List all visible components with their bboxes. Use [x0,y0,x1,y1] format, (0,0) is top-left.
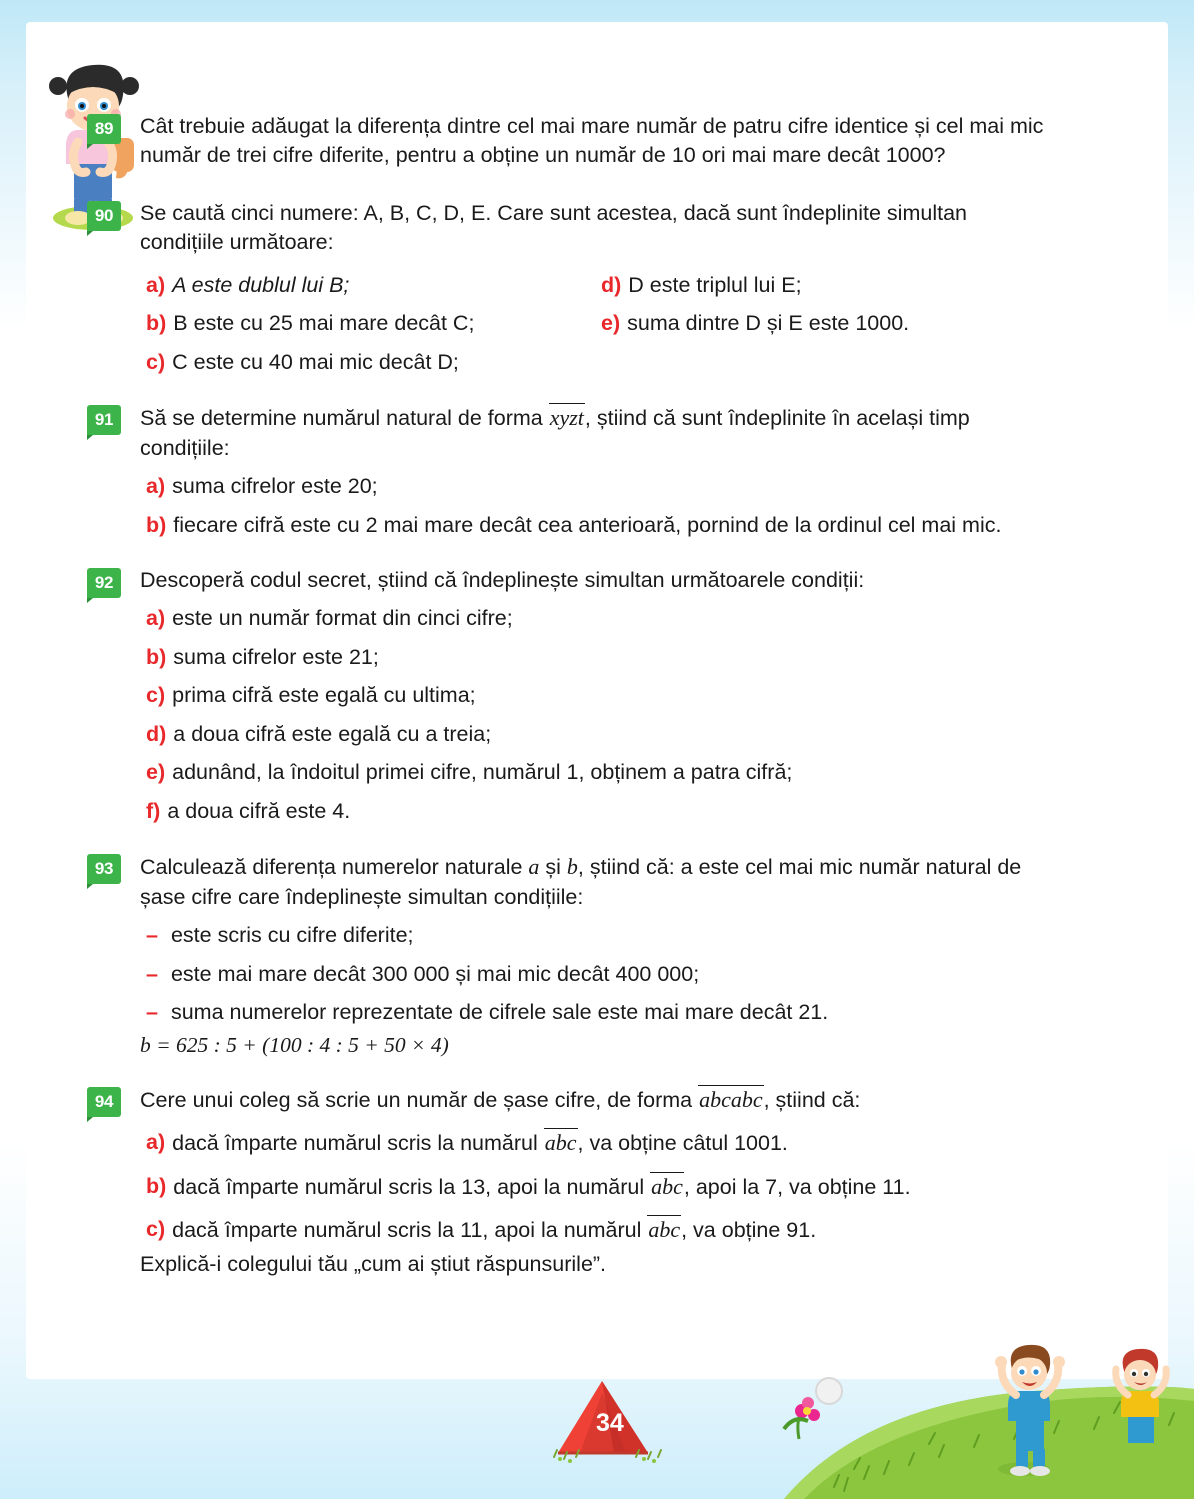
exercise-stem: Se caută cinci numere: A, B, C, D, E. Care sunt acestea, dacă sunt îndeplinite simultan condițiile următoare: [140,200,967,255]
item-label: a) [146,474,166,499]
item-label: c) [146,683,166,708]
item-label: b) [146,311,167,336]
item-text: suma dintre D și E este 1000. [627,311,910,336]
item-label: d) [601,272,622,297]
flower [784,1397,820,1439]
stem-part: , știind că: a este cel mai mic număr natural de șase cifre care îndeplinește simultan condițiile: [140,855,1022,909]
exercise-91 [94,403,1050,540]
list-item [140,681,1050,710]
stem-part: și [539,855,567,880]
list-item [140,720,1050,749]
overlined-number: abc [648,1217,681,1243]
exercise-90 [94,199,1050,377]
list-item [595,271,1050,300]
item-label: a) [146,606,166,631]
exercise-number-badge: 94 [87,1087,121,1117]
list-item [140,271,595,300]
list-item [140,1172,1050,1202]
item-text-pre: dacă împarte numărul scris la 13, apoi la numărul [173,1174,651,1199]
item-label: – [146,999,158,1024]
overlined-number: abcabc [699,1086,763,1112]
item-label: b) [146,644,167,669]
stem-part: Calculează diferența numerelor naturale [140,855,529,880]
exercise-stem: Cât trebuie adăugat la diferența dintre cel mai mare număr de patru cifre identice și cel mai mic număr de trei cifre diferite, pentru a obține un număr de 10 ori mai mare decât 1000? [140,114,1044,168]
variable-a: a [528,854,540,880]
item-text: suma cifrelor este 21; [173,644,379,669]
stem-part: , știind că sunt îndeplinite în același timp condițiile: [140,406,970,460]
exercise-stem: Descoperă codul secret, știind că îndeplinește simultan următoarele condiții: [140,567,865,592]
item-label: – [146,923,158,948]
item-text: C este cu 40 mai mic decât D; [172,349,459,374]
stem-part: Cere unui coleg să scrie un număr de șase cifre, de forma [140,1087,699,1112]
list-item [140,797,1050,826]
items-column-right [595,262,1050,377]
list-item [140,758,1050,787]
formula-b: b = 625 : 5 + (100 : 4 : 5 + 50 × 4) [140,1033,449,1058]
item-text: a doua cifră este 4. [167,798,351,823]
item-text-post: , va obține câtul 1001. [577,1131,788,1156]
exercise-number-badge: 90 [87,201,121,231]
item-text: este scris cu cifre diferite; [170,923,414,948]
item-text-pre: dacă împarte numărul scris la numărul [172,1131,544,1156]
item-label: a) [146,272,166,297]
item-text: adunând, la îndoitul primei cifre, numărul 1, obținem a patra cifră; [172,760,793,785]
item-label: – [146,961,158,986]
list-item [140,309,595,338]
hill-illustration [724,1319,1194,1499]
item-label: e) [601,311,621,336]
item-text: suma cifrelor este 20; [172,474,378,499]
overlined-number: xyzt [549,405,584,431]
list-item [140,604,1050,633]
item-text [173,1172,910,1202]
exercise-number-badge: 91 [87,405,121,435]
stem-part: Să se determine numărul natural de forma [140,406,549,431]
item-text: fiecare cifră este cu 2 mai mare decât cea anterioară, pornind de la ordinul cel mai mic. [173,512,1002,537]
exercise-number-badge: 93 [87,854,121,884]
list-item [140,643,1050,672]
item-label: b) [146,1173,167,1198]
overlined-number: abc [544,1130,577,1156]
item-label: b) [146,512,167,537]
list-item [140,998,1050,1027]
item-text [172,1128,788,1158]
variable-b: b [566,854,578,880]
exercise-stem [140,852,1050,912]
list-item [140,960,1050,989]
item-text-pre: dacă împarte numărul scris la 11, apoi la numărul [172,1218,648,1243]
list-item [595,309,1050,338]
exercise-number-badge: 92 [87,568,121,598]
items-column-left [140,262,595,377]
exercise-89 [94,112,1050,171]
list-item [140,511,1050,540]
item-text: este mai mare decât 300 000 și mai mic decât 400 000; [170,961,700,986]
item-text: este un număr format din cinci cifre; [172,606,513,631]
exercise-stem [140,403,1050,463]
item-text: suma numerelor reprezentate de cifrele sale este mai mare decât 21. [170,999,829,1024]
exercise-list [94,112,1050,1295]
exercise-closing: Explică-i colegului tău „cum ai știut răspunsurile”. [140,1251,607,1276]
list-item [140,1215,1050,1245]
item-label: a) [146,1130,166,1155]
exercise-92 [94,566,1050,826]
item-text: B este cu 25 mai mare decât C; [173,311,475,336]
item-label: d) [146,721,167,746]
exercise-94 [94,1085,1050,1279]
list-item [140,348,595,377]
item-text: D este triplul lui E; [628,272,802,297]
stem-part: , știind că: [763,1087,861,1112]
item-label: e) [146,760,166,785]
exercise-items-columns [140,262,1050,377]
overlined-number: abc [651,1173,683,1199]
list-item [140,1128,1050,1158]
exercise-stem [140,1085,1050,1115]
item-text [172,1215,816,1245]
item-text-post: , va obține 91. [681,1218,817,1243]
item-text: prima cifră este egală cu ultima; [172,683,476,708]
item-label: c) [146,349,166,374]
tent-illustration [540,1373,680,1463]
list-item [140,921,1050,950]
item-text: A este dublul lui B; [172,272,350,297]
exercise-93 [94,852,1050,1061]
item-label: f) [146,798,161,823]
item-label: c) [146,1217,166,1242]
page-number: 34 [596,1409,624,1437]
list-item [140,472,1050,501]
item-text-post: , apoi la 7, va obține 11. [683,1174,911,1199]
exercise-number-badge: 89 [87,114,121,144]
item-text: a doua cifră este egală cu a treia; [173,721,492,746]
